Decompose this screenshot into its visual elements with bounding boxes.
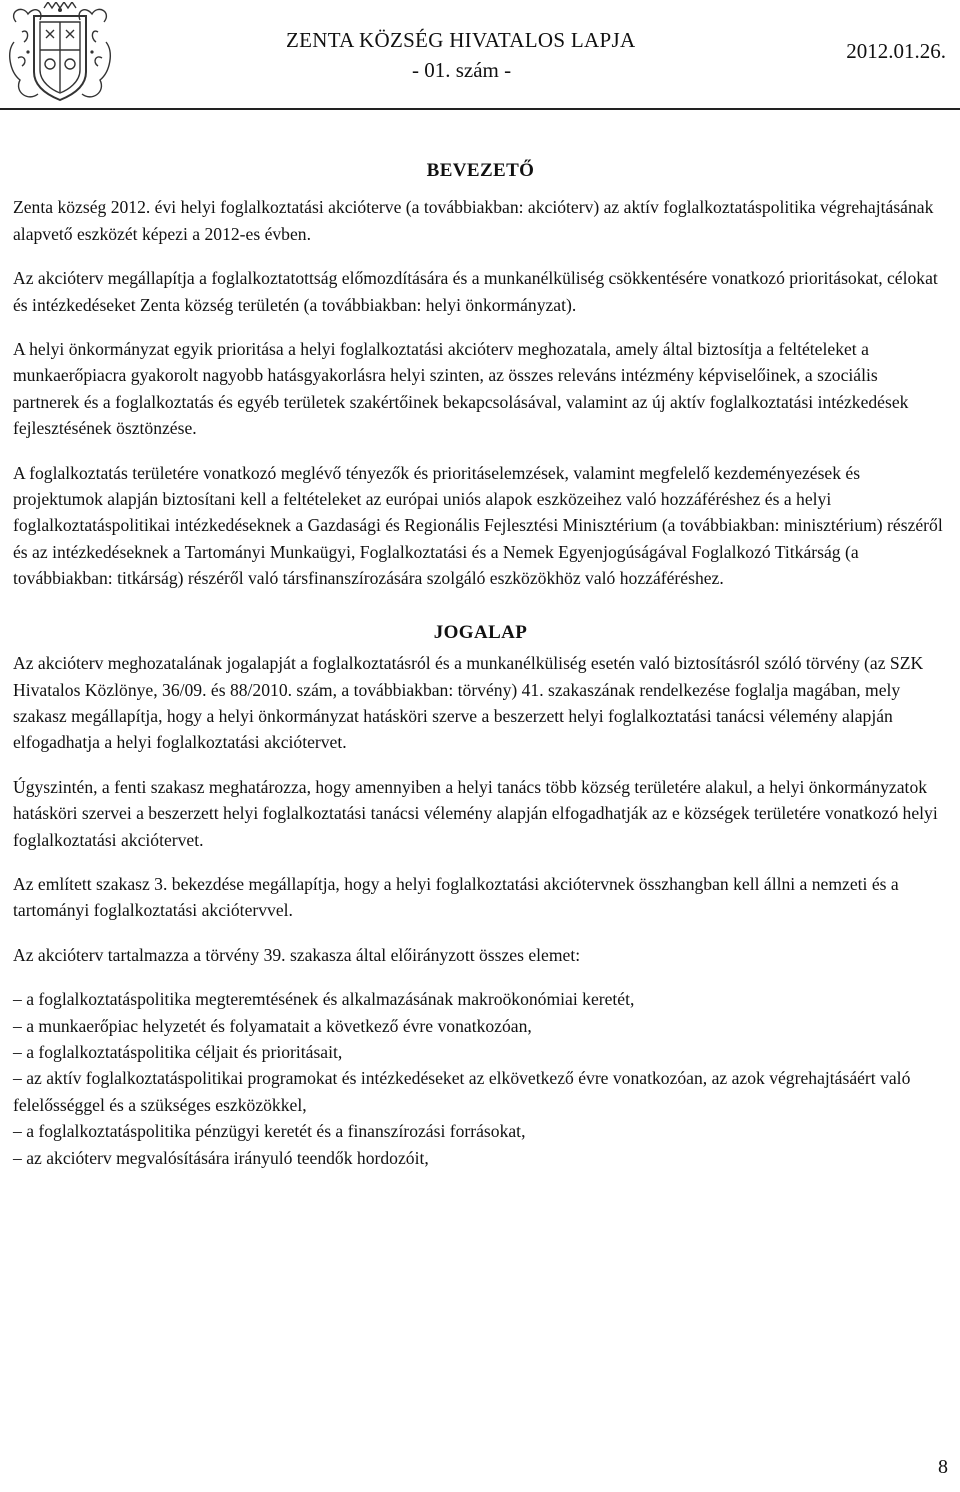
issue-number: - 01. szám - [412, 58, 512, 82]
header-divider [0, 108, 960, 110]
gazette-title: ZENTA KÖZSÉG HIVATALOS LAPJA [286, 28, 636, 52]
list-item: – a foglalkoztatáspolitika céljait és prioritásait, [13, 1041, 343, 1062]
paragraph: Úgyszintén, a fenti szakasz meghatározza, hogy amennyiben a helyi tanács több község területére alakul, a helyi önkormányzatok hatásköri szervei a beszerzett helyi foglalkoztatási tanácsi vélemény alapján elfogadhatják az e községek területére vonatkozó helyi foglalkoztatási akciótervet. [13, 776, 938, 850]
section-title-legal-basis: JOGALAP [433, 621, 528, 643]
list-item: – az akcióterv megvalósítására irányuló teendők hordozóit, [13, 1147, 429, 1168]
page-header [0, 0, 960, 112]
paragraph: Az akcióterv megállapítja a foglalkoztatottság előmozdítására és a munkanélküliség csökkentésére vonatkozó prioritásokat, célokat és intézkedéseket Zenta község területén (a továbbiakban: helyi önkormányzat). [13, 268, 938, 315]
paragraph: Az említett szakasz 3. bekezdése megállapítja, hogy a helyi foglalkoztatási akciótervnek összhangban kell állni a nemzeti és a tartományi foglalkoztatási akciótervvel. [13, 873, 899, 921]
coat-of-arms-icon [4, 2, 116, 106]
paragraph: Az akcióterv meghozatalának jogalapját a foglalkoztatásról és a munkanélküliség esetén való biztosításról szóló törvény (az SZK Hivatalos Közlönye, 36/09. és 88/2010. szám, a továbbiakban: törvény) 41. szakaszának rendelkezése foglalja magában, mely szakasz megállapítja, hogy a helyi önkormányzat hatásköri szerve a beszerzett helyi foglalkoztatási tanácsi vélemény alapján elfogadhatja a helyi foglalkoztatási akciótervet. [13, 653, 924, 753]
section-title-introduction: BEVEZETŐ [426, 160, 535, 181]
elements-list [13, 986, 948, 1171]
paragraph: A foglalkoztatás területére vonatkozó meglévő tényezők és prioritáselemzések, valamint megfelelő kezdeményezések és projektumok alapján biztosítani kell a feltételeket az európai uniós alapok eszközeihez való hozzáféréshez és a helyi foglalkoztatáspolitikai intézkedéseknek a Gazdasági és Regionális Fejlesztési Minisztérium (a továbbiakban: minisztérium) részéről és az intézkedéseknek a Tartományi Munkaügyi, Foglalkoztatási és a Nemek Egyenjogúságával Foglalkozó Titkárság (a továbbiakban: titkárság) részéről való társfinanszírozására szolgáló eszközökhöz való hozzáféréshez. [13, 462, 943, 589]
paragraph: Zenta község 2012. évi helyi foglalkoztatási akcióterve (a továbbiakban: akcióterv) az aktív foglalkoztatáspolitika végrehajtásának alapvető eszközét képezi a 2012-es évben. [13, 197, 934, 244]
list-item: – a foglalkoztatáspolitika pénzügyi keretét és a finanszírozási forrásokat, [13, 1121, 526, 1142]
list-item: – a munkaerőpiac helyzetét és folyamatait a következő évre vonatkozóan, [13, 1015, 532, 1036]
issue-date: 2012.01.26. [846, 39, 946, 63]
paragraph: Az akcióterv tartalmazza a törvény 39. szakasza által előirányzott összes elemet: [13, 944, 581, 965]
document-body [13, 158, 948, 1171]
list-item: – az aktív foglalkoztatáspolitikai programokat és intézkedéseket az elkövetkező évre vonatkozóan, az azok végrehajtásáért való felelősséggel és a szükséges eszközökkel, [13, 1068, 911, 1115]
list-item: – a foglalkoztatáspolitika megteremtésének és alkalmazásának makroökonómiai keretét, [13, 989, 635, 1010]
paragraph: A helyi önkormányzat egyik prioritása a helyi foglalkoztatási akcióterv meghozatala, amely által biztosítja a feltételeket a munkaerőpiacra gyakorolt nagyobb hatásgyakorlásra helyi szinten, az összes releváns intézmény képviselőinek, a szociális partnerek és a foglalkoztatás és egyéb területek szakértőinek bekapcsolásával, valamint az új aktív foglalkoztatási intézkedések fejlesztésének ösztönzése. [13, 339, 909, 439]
page-number: 8 [938, 1456, 948, 1478]
